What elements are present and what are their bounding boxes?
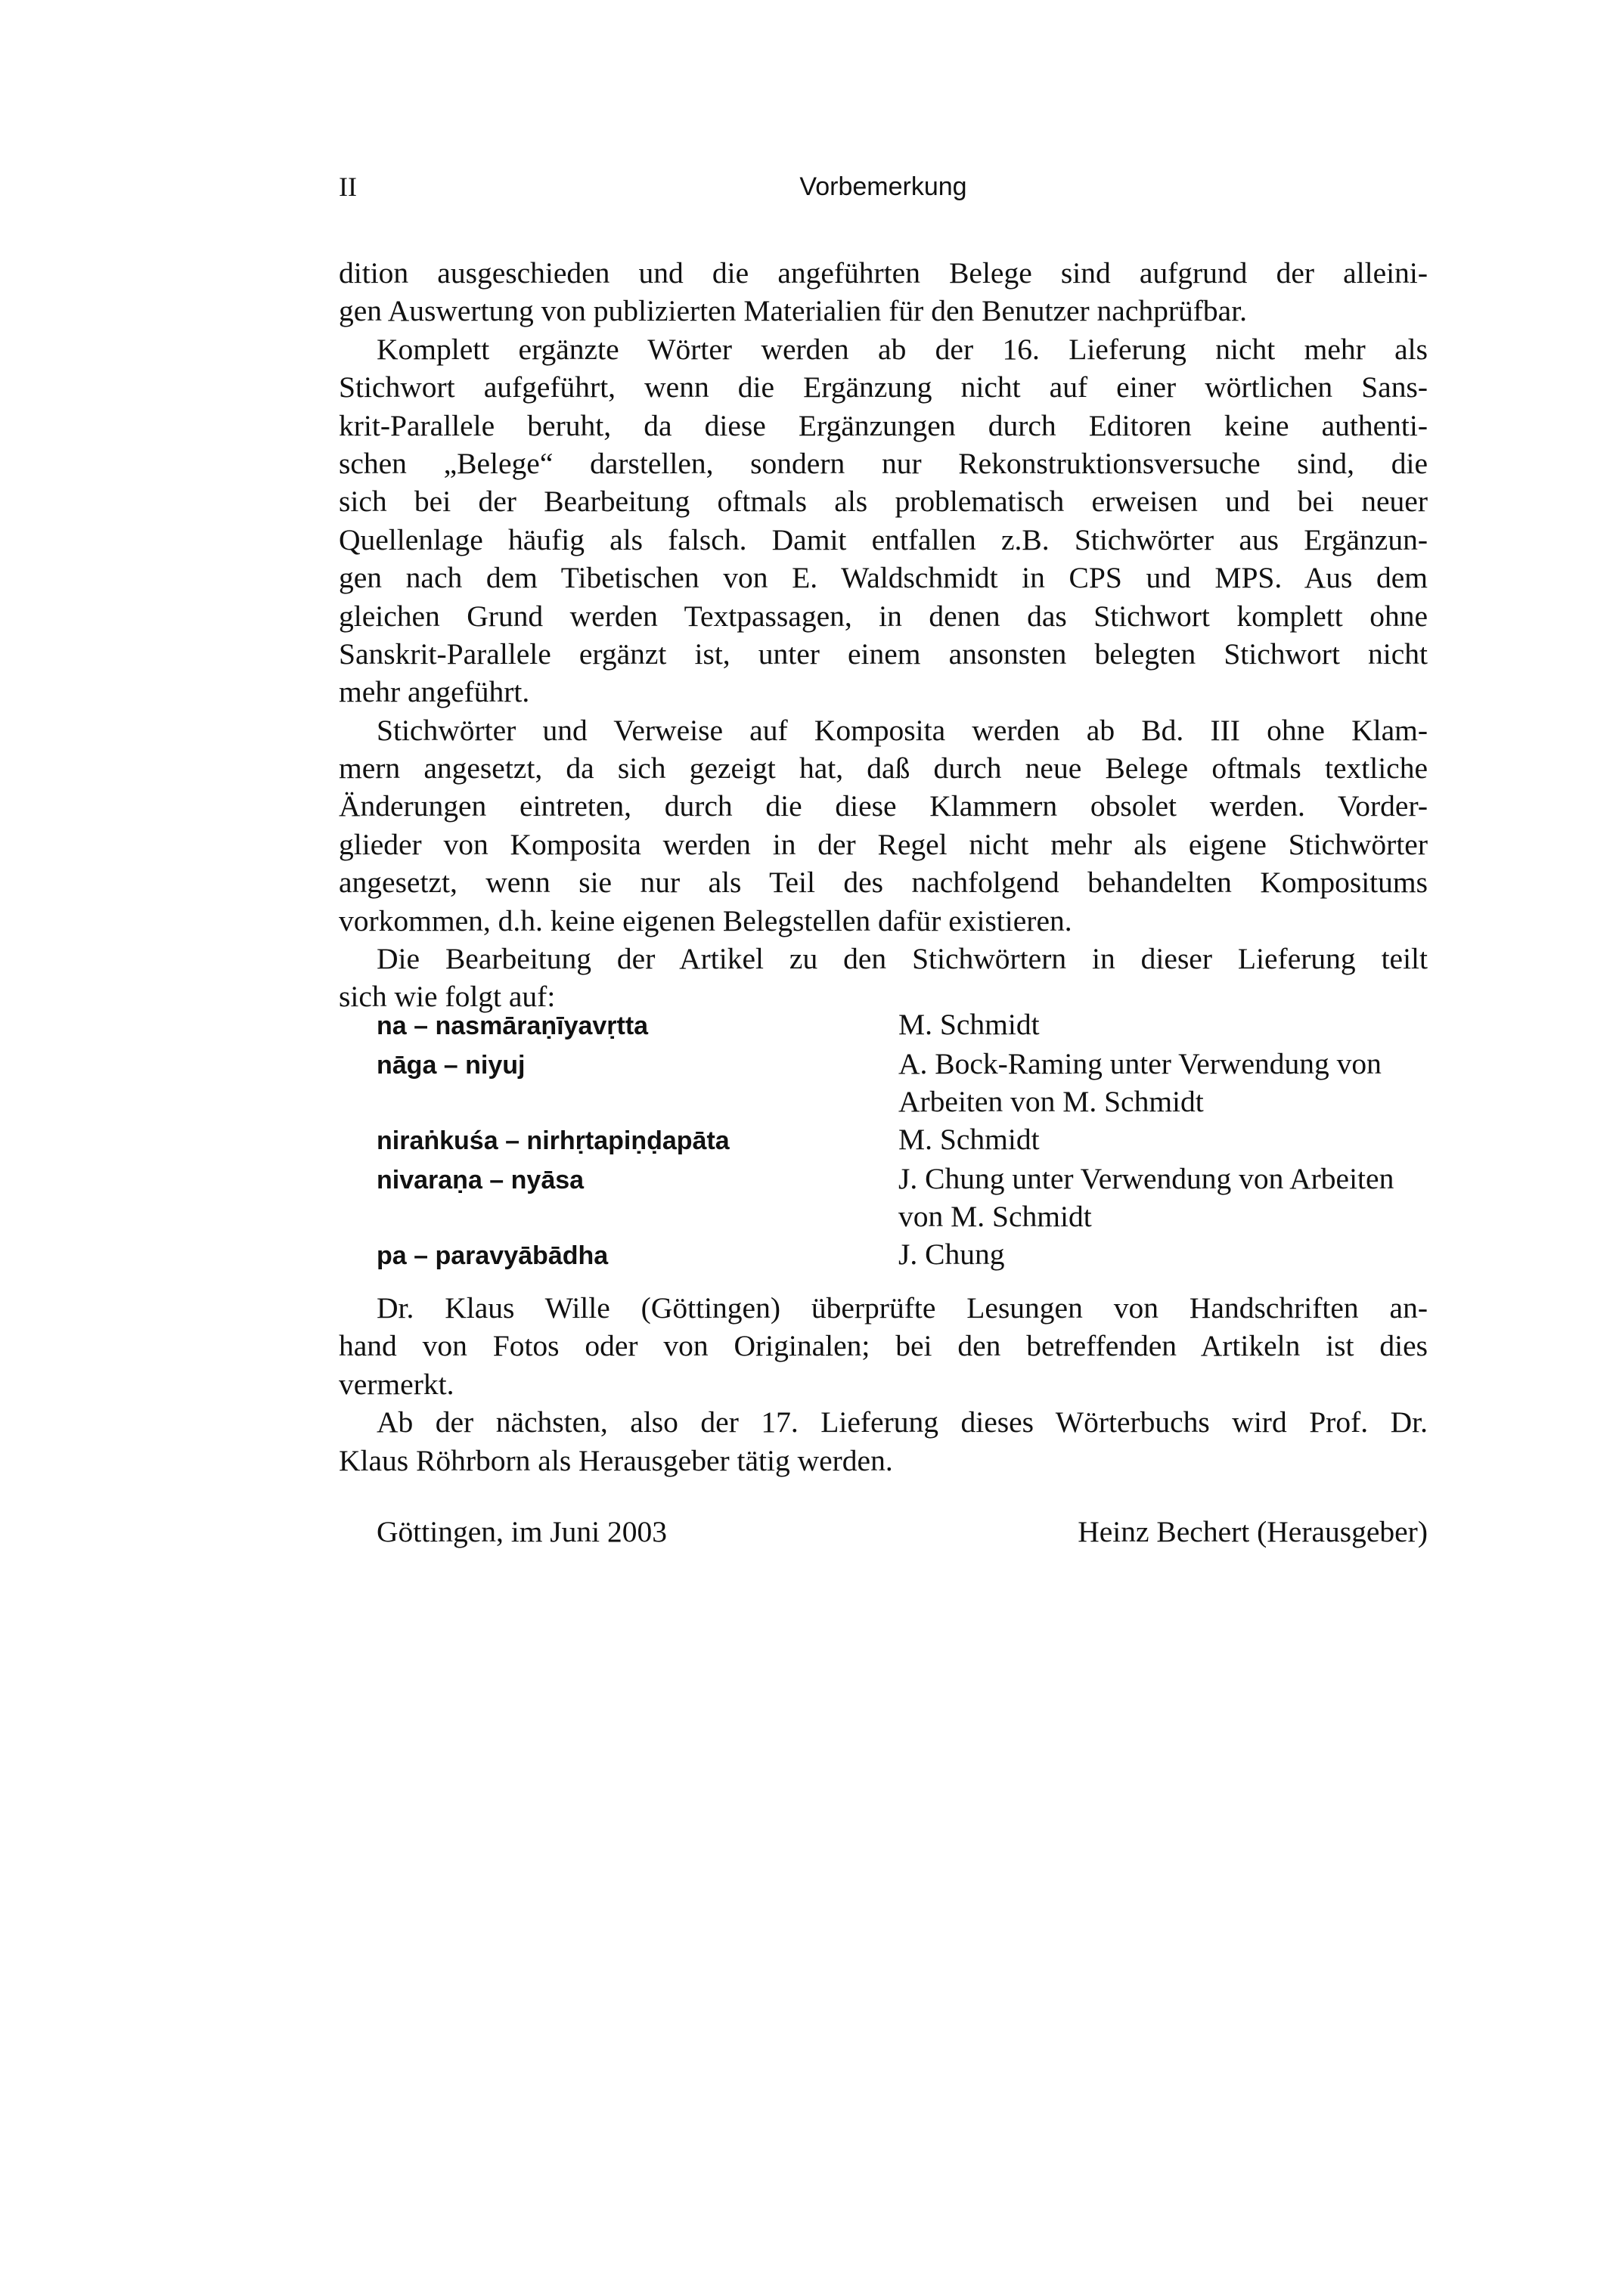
text-line: schen „Belege“ darstellen, sondern nur Rekonstruktionsversuche sind, die [339,446,1428,480]
text-line: Sanskrit-Parallele ergänzt ist, unter einem ansonsten belegten Stichwort nicht [339,637,1428,671]
place-date: Göttingen, im Juni 2003 [377,1515,668,1548]
text-line: Ab der nächsten, also der 17. Lieferung dieses Wörterbuchs wird Prof. Dr. [377,1405,1428,1439]
text-line: vorkommen, d.h. keine eigenen Belegstellen dafür existieren. [339,903,1072,937]
editor-signature: Heinz Bechert (Herausgeber) [1078,1515,1428,1548]
text-line: Klaus Röhrborn als Herausgeber tätig werden. [339,1443,893,1477]
text-line: sich wie folgt auf: [339,980,556,1014]
text-line: vermerkt. [339,1367,454,1401]
page-number: II [339,172,357,202]
text-line: krit-Parallele beruht, da diese Ergänzungen durch Editoren keine authenti- [339,408,1428,442]
editor-credit: J. Chung unter Verwendung von Arbeiten von M. Schmidt [898,1162,1394,1233]
text-line: gleichen Grund werden Textpassagen, in denen das Stichwort komplett ohne [339,599,1428,633]
editor-credit: M. Schmidt [898,1008,1040,1041]
lemma-range: na – nasmāraṇīyavṛtta [377,1012,649,1040]
assignment-row [377,1120,1428,1160]
text-line: sich bei der Bearbeitung oftmals als problematisch erweisen und bei neuer [339,485,1428,519]
text-line: hand von Fotos oder von Originalen; bei den betreffenden Artikeln ist dies [339,1329,1428,1363]
editor-credit: J. Chung [898,1238,1005,1271]
running-title: Vorbemerkung [799,172,967,201]
lemma-range: nāga – niyuj [377,1051,526,1080]
lemma-range: nivaraṇa – nyāsa [377,1166,585,1194]
text-line: Die Bearbeitung der Artikel zu den Stichwörtern in dieser Lieferung teilt [377,942,1428,976]
text-line: Stichwörter und Verweise auf Komposita werden ab Bd. III ohne Klam- [377,713,1428,747]
closing-text [339,1289,1428,1480]
lemma-range: niraṅkuśa – nirhṛtapiṇḍapāta [377,1126,730,1155]
running-head [339,168,1428,206]
text-line: glieder von Komposita werden in der Regel nicht mehr als eigene Stichwörter [339,827,1428,861]
assignment-row [377,1005,1428,1045]
lemma-range: pa – paravyābādha [377,1241,609,1270]
text-line: Änderungen eintreten, durch die diese Klammern obsolet werden. Vorder- [339,789,1428,823]
assignment-row [377,1045,1428,1120]
text-line: Komplett ergänzte Wörter werden ab der 16. Lieferung nicht mehr als [377,332,1428,366]
text-line: angesetzt, wenn sie nur als Teil des nachfolgend behandelten Kompositums [339,866,1428,900]
text-line: Stichwort aufgeführt, wenn die Ergänzung nicht auf einer wörtlichen Sans- [339,370,1428,404]
signature-line [377,1511,1428,1553]
text-line: gen Auswertung von publizierten Materialien für den Benutzer nachprüfbar. [339,294,1248,328]
text-line: Quellenlage häufig als falsch. Damit entfallen z.B. Stichwörter aus Ergänzun- [339,522,1428,556]
editor-credit: A. Bock-Raming unter Verwendung von Arbeiten von M. Schmidt [898,1047,1382,1118]
body-text [339,254,1428,1016]
text-line: gen nach dem Tibetischen von E. Waldschmidt in CPS und MPS. Aus dem [339,561,1428,595]
text-line: Dr. Klaus Wille (Göttingen) überprüfte Lesungen von Handschriften an- [377,1291,1428,1325]
editor-credit: M. Schmidt [898,1123,1040,1156]
text-line: mern angesetzt, da sich gezeigt hat, daß durch neue Belege oftmals textliche [339,751,1428,785]
assignment-row [377,1160,1428,1235]
text-line: mehr angeführt. [339,675,530,709]
assignment-table [377,1005,1428,1275]
assignment-row [377,1235,1428,1275]
text-line: dition ausgeschieden und die angeführten Belege sind aufgrund der alleini- [339,256,1428,290]
